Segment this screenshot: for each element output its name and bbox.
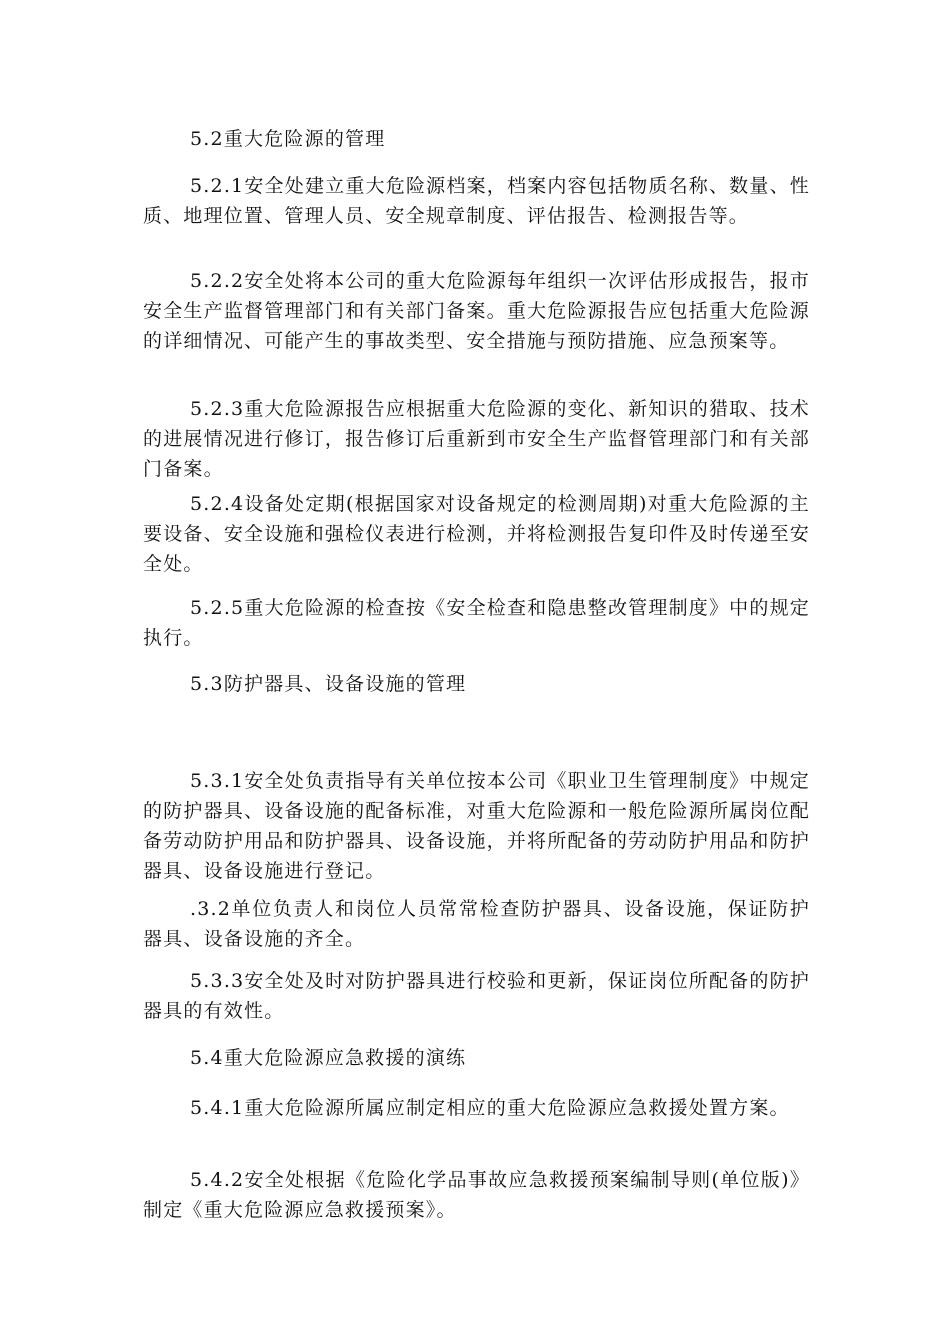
section-heading-5-2: 5.2重大危险源的管理	[190, 128, 386, 150]
paragraph-5-2-4: 5.2.4设备处定期(根据国家对设备规定的检测周期)对重大危险源的主要设备、安全设施和强检仪表进行检测，并将检测报告复印件及时传递至安全处。	[143, 493, 810, 575]
paragraph-5-2-1: 5.2.1安全处建立重大危险源档案，档案内容包括物质名称、数量、性质、地理位置、管理人员、安全规章制度、评估报告、检测报告等。	[143, 175, 810, 227]
paragraph-5-3-3: 5.3.3安全处及时对防护器具进行校验和更新，保证岗位所配备的防护器具的有效性。	[143, 970, 810, 1022]
paragraph-5-2-3: 5.2.3重大危险源报告应根据重大危险源的变化、新知识的猎取、技术的进展情况进行修订，报告修订后重新到市安全生产监督管理部门和有关部门备案。	[143, 398, 810, 480]
paragraph-5-3-2: .3.2单位负责人和岗位人员常常检查防护器具、设备设施，保证防护器具、设备设施的齐全。	[143, 898, 810, 950]
section-heading-5-3: 5.3防护器具、设备设施的管理	[190, 673, 467, 695]
paragraph-5-2-5: 5.2.5重大危险源的检查按《安全检查和隐患整改管理制度》中的规定执行。	[143, 597, 810, 649]
section-heading-5-4: 5.4重大危险源应急救援的演练	[190, 1047, 467, 1069]
paragraph-5-3-1: 5.3.1安全处负责指导有关单位按本公司《职业卫生管理制度》中规定的防护器具、设备设施的配备标准，对重大危险源和一般危险源所属岗位配备劳动防护用品和防护器具、设备设施，并将所配备的劳动防护用品和防护器具、设备设施进行登记。	[143, 770, 810, 882]
paragraph-5-4-1: 5.4.1重大危险源所属应制定相应的重大危险源应急救援处置方案。	[190, 1097, 790, 1119]
paragraph-5-4-2: 5.4.2安全处根据《危险化学品事故应急救援预案编制导则(单位版)》制定《重大危险源应急救援预案》。	[143, 1169, 810, 1221]
paragraph-5-2-2: 5.2.2安全处将本公司的重大危险源每年组织一次评估形成报告，报市安全生产监督管理部门和有关部门备案。重大危险源报告应包括重大危险源的详细情况、可能产生的事故类型、安全措施与预防措施、应急预案等。	[143, 270, 810, 352]
